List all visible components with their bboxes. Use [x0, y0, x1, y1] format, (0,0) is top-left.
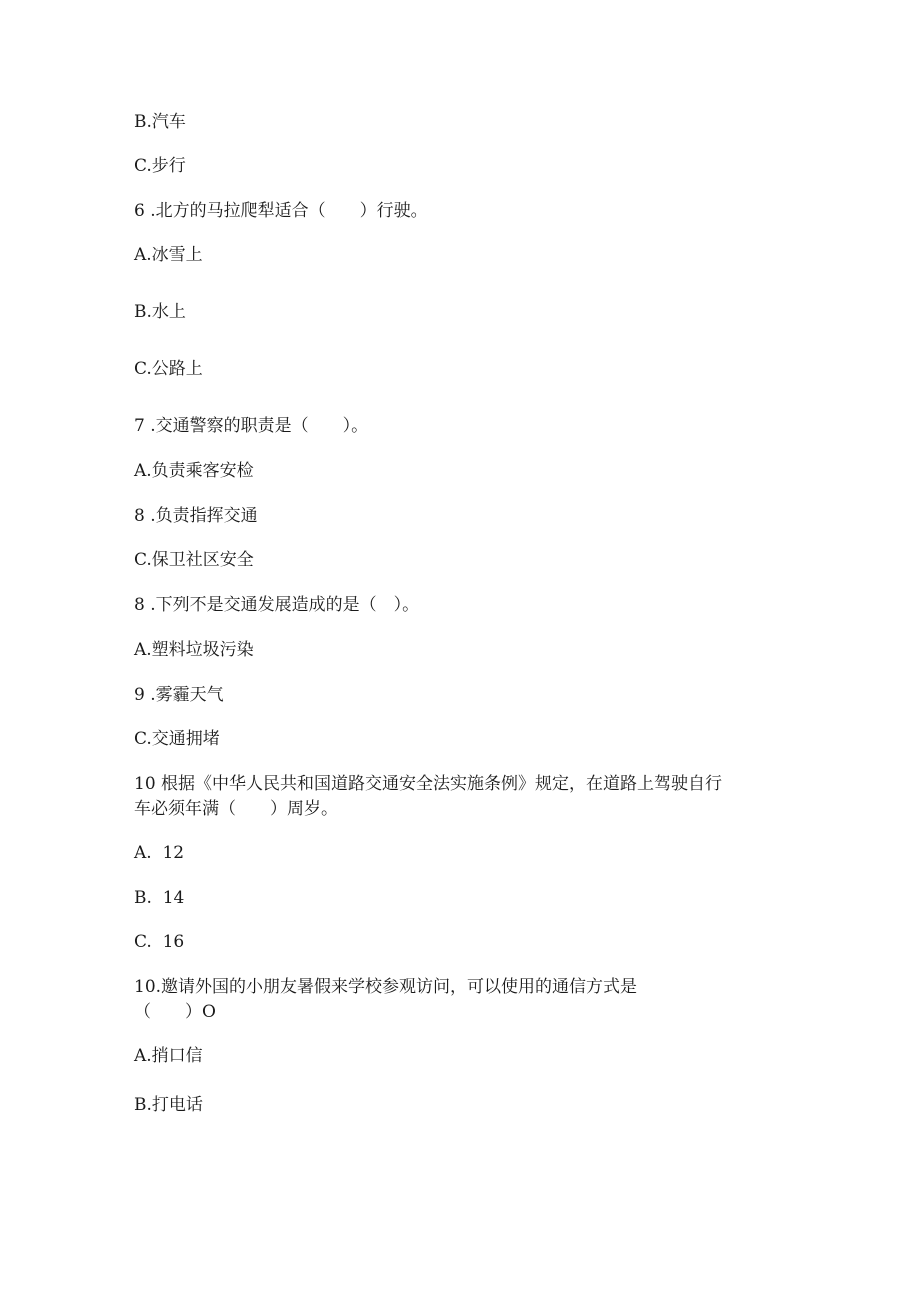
question-7: 7 .交通警察的职责是（ ）。 [134, 416, 369, 436]
option-a-12: A. 12 [134, 843, 185, 863]
question-10b-line1: 10.邀请外国的小朋友暑假来学校参观访问，可以使用的通信方式是 [134, 977, 638, 997]
option-b-phone: B.打电话 [134, 1095, 203, 1115]
option-b-car: B.汽车 [134, 112, 186, 132]
question-6: 6 .北方的马拉爬犁适合（ ）行驶。 [134, 201, 428, 221]
option-c-walk: C.步行 [134, 156, 186, 176]
option-b-14: B. 14 [134, 888, 185, 908]
option-c-16: C. 16 [134, 932, 185, 952]
question-10a-line1: 10 根据《中华人民共和国道路交通安全法实施条例》规定，在道路上驾驶自行 [134, 774, 723, 794]
option-b-smog: 9 .雾霾天气 [134, 685, 224, 705]
option-a-plastic: A.塑料垃圾污染 [134, 640, 254, 660]
question-10a-line2: 车必须年满（ ）周岁。 [134, 799, 338, 819]
option-a-security: A.负责乘客安检 [134, 461, 254, 481]
option-c-community: C.保卫社区安全 [134, 550, 254, 570]
question-10b-line2: （ ）O [134, 1002, 216, 1022]
option-b-water: B.水上 [134, 302, 186, 322]
question-8: 8 .下列不是交通发展造成的是（ ）。 [134, 595, 420, 615]
option-c-congestion: C.交通拥堵 [134, 729, 220, 749]
option-a-message: A.捎口信 [134, 1046, 203, 1066]
option-c-road: C.公路上 [134, 359, 203, 379]
option-b-traffic: 8 .负责指挥交通 [134, 506, 258, 526]
option-a-ice: A.冰雪上 [134, 245, 203, 265]
